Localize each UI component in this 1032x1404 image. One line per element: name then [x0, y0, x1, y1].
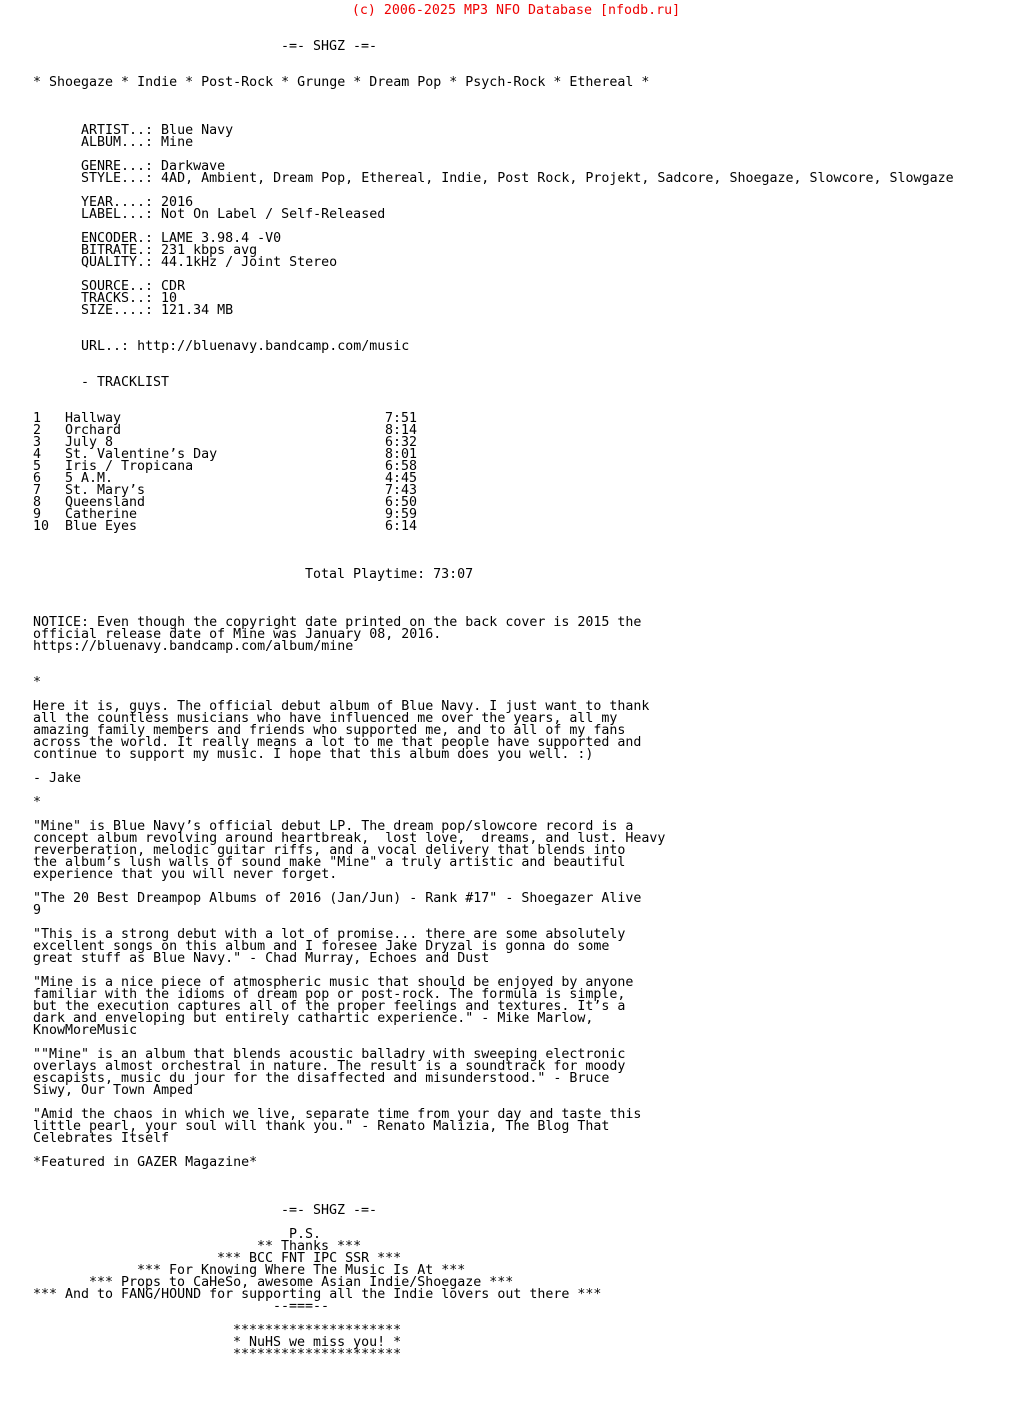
track-title: July 8: [65, 435, 114, 450]
track-duration: 6:32: [385, 435, 418, 450]
release-url-row: [81, 341, 409, 353]
ps-greets-line: *** Props to CaHeSo, awesome Asian Indie/Shoegaze ***: [89, 1275, 514, 1290]
track-duration: 8:01: [385, 447, 418, 462]
album-description: "Mine" is Blue Navy’s official debut LP. The dream pop/slowcore record is a concept album revolving around heartbreak, lost love, dreams, and lust. Heavy reverberation, melodic guitar riffs, and a vocal delivery that blends into the album’s lush walls of sound make "Mine" a truly artistic and beautiful experience that you will never forget.: [33, 819, 666, 882]
track-number: 1: [33, 411, 42, 426]
featured-note: *Featured in GAZER Magazine*: [33, 1155, 258, 1170]
artist-signature: - Jake: [33, 771, 82, 786]
group-tag-top: -=- SHGZ -=-: [281, 39, 378, 54]
ps-greets-line: *** For Knowing Where The Music Is At ***: [137, 1263, 466, 1278]
ps-greets-line: *** And to FANG/HOUND for supporting all the Indie lovers out there ***: [33, 1287, 602, 1302]
track-title: 5 A.M.: [65, 471, 114, 486]
track-number: 9: [33, 507, 42, 522]
press-quote: "Amid the chaos in which we live, separate time from your day and taste this little pearl, your soul will thank you." - Renato Malizia, The Blog That Celebrates Itself: [33, 1107, 642, 1146]
separator-star: *: [33, 675, 42, 690]
press-quote: "Mine is a nice piece of atmospheric music that should be enjoyed by anyone familiar with the idioms of dream pop or post-rock. The formula is simple, but the execution captures all of the proper feelings and textures. It’s a dark and enveloping but entirely cathartic experience." - Mike Marlow, KnowMoreMusic: [33, 975, 634, 1038]
tracklist-rows: [33, 413, 417, 533]
separator-star: *: [33, 795, 42, 810]
track-duration: 6:50: [385, 495, 418, 510]
group-tag-bottom: -=- SHGZ -=-: [281, 1203, 378, 1218]
track-duration: 6:14: [385, 519, 418, 534]
track-number: 2: [33, 423, 42, 438]
ps-divider: --===--: [273, 1299, 330, 1314]
track-duration: 6:58: [385, 459, 418, 474]
site-copyright-header: (c) 2006-2025 MP3 NFO Database [nfodb.ru]: [351, 3, 681, 18]
url-value: http://bluenavy.bandcamp.com/music: [137, 339, 410, 354]
track-title: Blue Eyes: [65, 519, 138, 534]
track-number: 5: [33, 459, 42, 474]
track-duration: 7:43: [385, 483, 418, 498]
press-quote: ""Mine" is an album that blends acoustic balladry with sweeping electronic overlays almost orchestral in nature. The result is a soundtrack for moody escapists, music du jour for the disaffected and misunderstood." - Bruce Siwy, Our Town Amped: [33, 1047, 626, 1098]
press-quote: "This is a strong debut with a lot of promise... there are some absolutely excellent songs on this album and I foresee Jake Dryzal is gonna do some great stuff as Blue Navy." - Chad Murray, Echoes and Dust: [33, 927, 626, 966]
nuhs-ascii-box: ********************* * NuHS we miss you! * *********************: [233, 1323, 402, 1362]
track-duration: 8:14: [385, 423, 418, 438]
track-title: Hallway: [65, 411, 122, 426]
ps-thanks-line: ** Thanks ***: [257, 1239, 362, 1254]
release-notice: NOTICE: Even though the copyright date printed on the back cover is 2015 the official release date of Mine was January 08, 2016. https://bluenavy.bandcamp.com/album/mine: [33, 615, 642, 654]
ps-greets-line: *** BCC FNT IPC SSR ***: [217, 1251, 402, 1266]
tracklist-heading: - TRACKLIST: [81, 375, 170, 390]
track-duration: 9:59: [385, 507, 418, 522]
track-duration: 7:51: [385, 411, 418, 426]
track-title: St. Mary’s: [65, 483, 146, 498]
press-quote: "The 20 Best Dreampop Albums of 2016 (Jan/Jun) - Rank #17" - Shoegazer Alive 9: [33, 891, 642, 918]
track-number: 6: [33, 471, 42, 486]
track-number: 8: [33, 495, 42, 510]
track-title: Orchard: [65, 423, 122, 438]
release-info: ARTIST..: Blue Navy ALBUM...: Mine GENRE...: Darkwave STYLE...: 4AD, Ambient, Dream Pop, Ethereal, Indie, Post Rock, Projekt, Sadcore, Shoegaze, Slowcore, Slowgaze YEAR....: 2016 LABEL...: Not On Label / Self-Released ENCODER.: LAME 3.98.4 -V0 BITRATE.: 231 kbps avg QUALITY.: 44.1kHz / Joint Stereo SOURCE..: CDR TRACKS..: 10 SIZE....: 121.34 MB: [81, 123, 954, 318]
genres-banner: * Shoegaze * Indie * Post-Rock * Grunge * Dream Pop * Psych-Rock * Ethereal *: [33, 75, 650, 90]
track-number: 7: [33, 483, 42, 498]
track-row: [33, 521, 417, 533]
track-title: Catherine: [65, 507, 138, 522]
track-duration: 4:45: [385, 471, 418, 486]
track-title: Queensland: [65, 495, 146, 510]
artist-thanks-note: Here it is, guys. The official debut album of Blue Navy. I just want to thank all the countless musicians who have influenced me over the years, all my amazing family members and friends who supported me, and to all of my fans across the world. It really means a lot to me that people have supported and continue to support my music. I hope that this album does you well. :): [33, 699, 650, 762]
track-number: 10: [33, 519, 50, 534]
total-playtime: Total Playtime: 73:07: [305, 567, 474, 582]
track-title: St. Valentine’s Day: [65, 447, 218, 462]
track-number: 4: [33, 447, 42, 462]
url-label: URL..:: [81, 339, 130, 354]
track-title: Iris / Tropicana: [65, 459, 194, 474]
ps-heading: P.S.: [289, 1227, 322, 1242]
track-number: 3: [33, 435, 42, 450]
